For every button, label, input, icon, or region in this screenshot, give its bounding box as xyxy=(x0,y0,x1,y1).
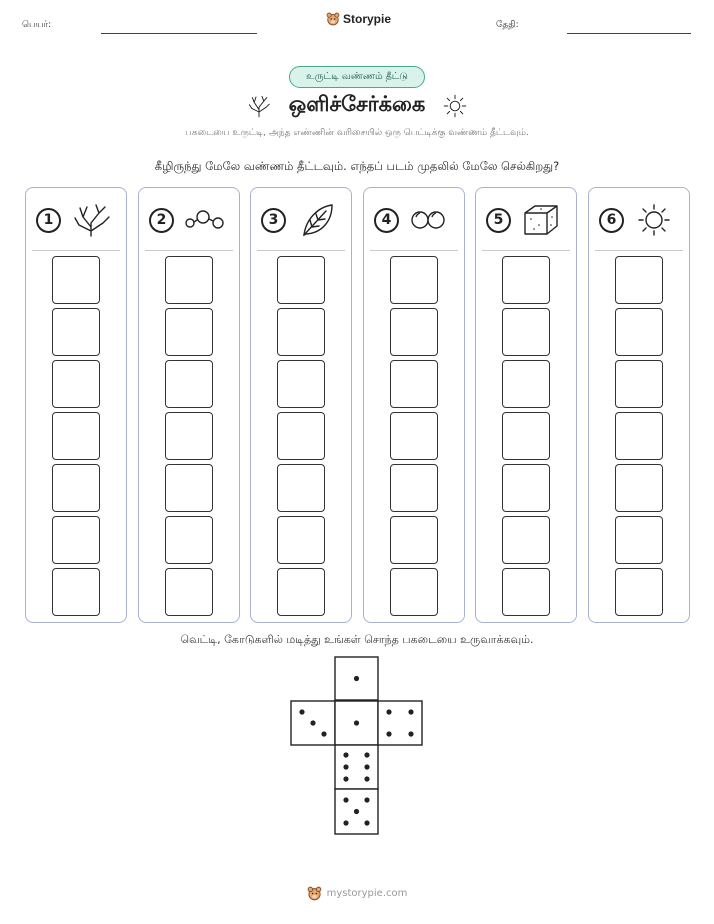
color-box[interactable] xyxy=(165,412,213,460)
column-number: 3 xyxy=(261,208,286,233)
date-line xyxy=(567,33,691,34)
brand-name: Storypie xyxy=(343,12,392,26)
cut-fold-instruction: வெட்டி, கோடுகளில் மடித்து உங்கள் சொந்த பகடையை உருவாக்கவும். xyxy=(180,633,534,646)
name-line xyxy=(101,33,257,34)
color-box[interactable] xyxy=(390,516,438,564)
dice-columns xyxy=(25,187,690,623)
color-box[interactable] xyxy=(502,516,550,564)
die-face-lower xyxy=(335,745,378,789)
color-box[interactable] xyxy=(502,360,550,408)
sugar-cube-icon xyxy=(519,203,563,237)
bubbles-icon xyxy=(407,203,451,237)
column-3 xyxy=(250,187,352,623)
column-header xyxy=(36,202,118,238)
column-header xyxy=(599,202,681,238)
color-box[interactable] xyxy=(165,308,213,356)
column-header xyxy=(149,202,231,238)
color-box[interactable] xyxy=(502,308,550,356)
activity-type-pill: உருட்டி வண்ணம் தீட்டு xyxy=(289,66,425,88)
dice-net xyxy=(290,656,424,836)
column-number: 4 xyxy=(374,208,399,233)
color-box[interactable] xyxy=(615,516,663,564)
storypie-logo-icon xyxy=(326,12,340,26)
storypie-logo-icon xyxy=(307,886,322,901)
column-header xyxy=(261,202,343,238)
brand xyxy=(326,12,391,26)
column-divider xyxy=(370,250,458,251)
die-face-right xyxy=(378,701,422,745)
leaf-icon xyxy=(294,203,338,237)
color-box[interactable] xyxy=(390,360,438,408)
color-box[interactable] xyxy=(165,568,213,616)
color-box[interactable] xyxy=(390,464,438,512)
color-box[interactable] xyxy=(52,464,100,512)
column-divider xyxy=(145,250,233,251)
color-box[interactable] xyxy=(615,256,663,304)
column-2 xyxy=(138,187,240,623)
color-box[interactable] xyxy=(277,464,325,512)
color-box[interactable] xyxy=(277,412,325,460)
color-box[interactable] xyxy=(165,516,213,564)
color-box[interactable] xyxy=(502,464,550,512)
color-box[interactable] xyxy=(390,308,438,356)
color-box[interactable] xyxy=(52,568,100,616)
color-box[interactable] xyxy=(502,256,550,304)
date-label: தேதி: xyxy=(496,20,519,30)
column-divider xyxy=(482,250,570,251)
column-number: 2 xyxy=(149,208,174,233)
color-box[interactable] xyxy=(165,256,213,304)
color-box[interactable] xyxy=(52,308,100,356)
color-box[interactable] xyxy=(277,256,325,304)
page-title: ஒளிச்சேர்க்கை xyxy=(288,92,426,116)
color-box[interactable] xyxy=(615,464,663,512)
footer-url[interactable]: mystorypie.com xyxy=(326,888,408,899)
color-box[interactable] xyxy=(502,568,550,616)
column-header xyxy=(374,202,456,238)
color-box[interactable] xyxy=(277,308,325,356)
column-4 xyxy=(363,187,465,623)
column-number: 1 xyxy=(36,208,61,233)
column-divider xyxy=(257,250,345,251)
color-box[interactable] xyxy=(615,568,663,616)
column-header xyxy=(486,202,568,238)
question-text: கீழிருந்து மேலே வண்ணம் தீட்டவும். எந்தப் படம் முதலில் மேலே செல்கிறது? xyxy=(154,159,560,173)
column-number: 5 xyxy=(486,208,511,233)
sun-icon xyxy=(443,94,467,118)
column-6 xyxy=(588,187,690,623)
color-box[interactable] xyxy=(390,568,438,616)
color-box[interactable] xyxy=(52,256,100,304)
color-box[interactable] xyxy=(390,256,438,304)
column-divider xyxy=(595,250,683,251)
title-row xyxy=(0,92,714,119)
color-box[interactable] xyxy=(165,360,213,408)
color-box[interactable] xyxy=(52,412,100,460)
color-box[interactable] xyxy=(165,464,213,512)
footer xyxy=(0,886,714,901)
color-box[interactable] xyxy=(502,412,550,460)
color-box[interactable] xyxy=(615,308,663,356)
color-box[interactable] xyxy=(277,568,325,616)
column-number: 6 xyxy=(599,208,624,233)
color-box[interactable] xyxy=(615,360,663,408)
color-box[interactable] xyxy=(52,516,100,564)
coral-icon xyxy=(69,203,113,237)
color-box[interactable] xyxy=(615,412,663,460)
name-label: பெயர்: xyxy=(22,20,52,30)
column-5 xyxy=(475,187,577,623)
column-divider xyxy=(32,250,120,251)
color-box[interactable] xyxy=(277,516,325,564)
instructions-subtitle: பகடையை உருட்டி, அந்த எண்ணின் வரிசையில் ஒரு பெட்டிக்கு வண்ணம் தீட்டவும். xyxy=(185,128,529,138)
sun-icon xyxy=(632,203,676,237)
color-box[interactable] xyxy=(52,360,100,408)
coral-icon xyxy=(247,94,271,118)
column-1 xyxy=(25,187,127,623)
color-box[interactable] xyxy=(277,360,325,408)
molecule-icon xyxy=(182,203,226,237)
color-box[interactable] xyxy=(390,412,438,460)
